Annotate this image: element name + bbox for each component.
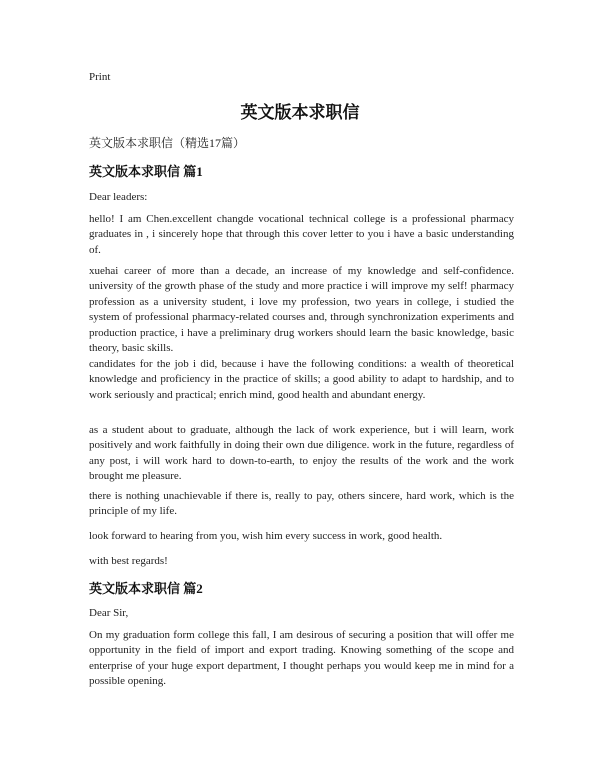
section-heading-1: 英文版本求职信 篇1: [89, 164, 203, 179]
paragraph-1-1: hello! I am Chen.excellent changde vocational technical college is a professional pharmacy graduates in , i sincerely hope that through this cover letter to you i have a basic understanding of.: [89, 213, 514, 256]
salutation-2: Dear Sir,: [89, 607, 129, 619]
salutation-1: Dear leaders:: [89, 191, 148, 203]
paragraph-2-1: On my graduation form college this fall, I am desirous of securing a position that will offer me opportunity in the field of import and export trading. Knowing something of the scope and enterprise of your huge export department, I thought perhaps you would keep me in mind for a possible opening.: [89, 629, 514, 688]
closing-1: with best regards!: [89, 555, 168, 567]
document-subtitle: 英文版本求职信（精选17篇）: [89, 136, 246, 150]
print-link[interactable]: Print: [89, 71, 111, 83]
section-heading-2: 英文版本求职信 篇2: [89, 581, 203, 596]
paragraph-1-3: candidates for the job i did, because i have the following conditions: a wealth of theoretical knowledge and proficiency in the practice of skills; a good ability to adapt to hardship, and to work seriously and practical; enrich mind, good health and abundant energy.: [89, 358, 514, 401]
paragraph-1-2: xuehai career of more than a decade, an increase of my knowledge and self-confidence. university of the growth phase of the study and more practice i will improve my self! pharmacy profession as a university student, i love my profession, two years in college, i studied the system of professional pharmacy-related courses and, through synchronization experiments and production practice, i have a preliminary drug workers should learn the basic knowledge, basic theory, basic skills.: [89, 265, 514, 355]
paragraph-1-6: look forward to hearing from you, wish him every success in work, good health.: [89, 530, 443, 542]
paragraph-1-4: as a student about to graduate, although the lack of work experience, but i will learn, work positively and work faithfully in doing their own due diligence. work in the future, regardless of any post, i will work hard to down-to-earth, to enjoy the results of the work and the work brought me pleasure.: [89, 424, 514, 483]
paragraph-1-5: there is nothing unachievable if there is, really to pay, others sincere, hard work, which is the principle of my life.: [89, 490, 514, 518]
document-title: 英文版本求职信: [240, 103, 360, 122]
